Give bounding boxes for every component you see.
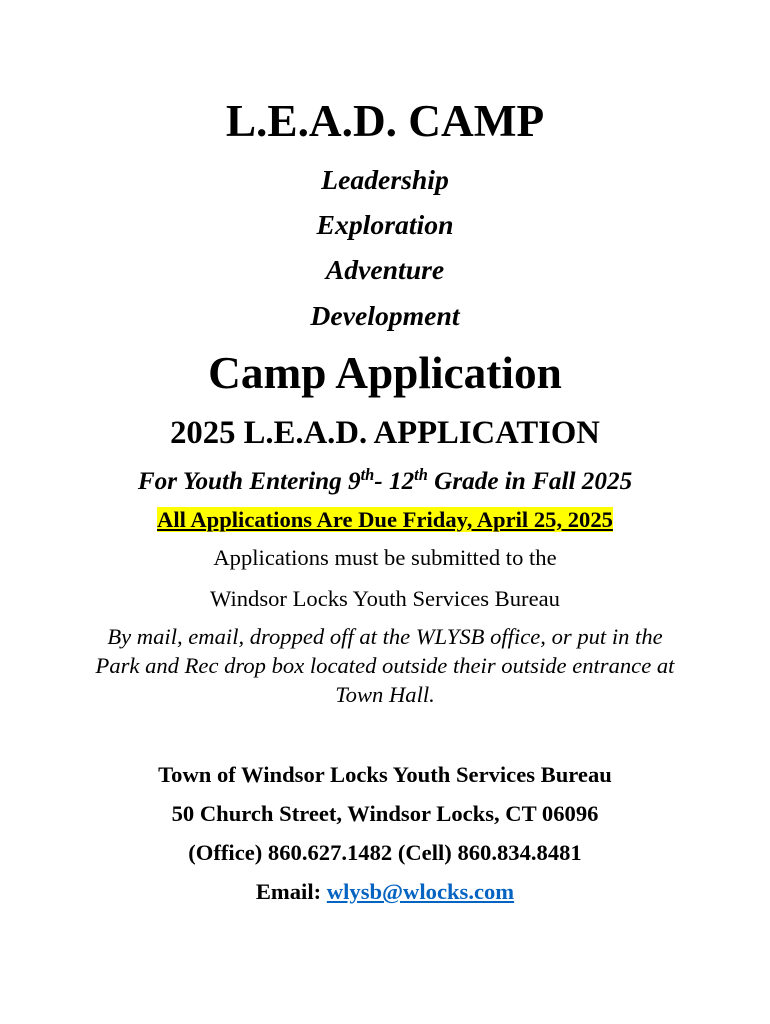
- submission-recipient: Windsor Locks Youth Services Bureau: [210, 586, 560, 611]
- application-heading: Camp Application: [208, 348, 562, 398]
- eligibility-line: [0, 465, 770, 495]
- delivery-note-line: By mail, email, dropped off at the WLYSB office, or put in the: [107, 624, 663, 649]
- contact-address: 50 Church Street, Windsor Locks, CT 06096: [171, 801, 599, 826]
- application-year-heading: 2025 L.E.A.D. APPLICATION: [170, 415, 600, 451]
- camp-title: L.E.A.D. CAMP: [225, 96, 545, 146]
- eligibility-text-start: For Youth Entering 9: [137, 468, 361, 495]
- acronym-word-adventure: Adventure: [325, 254, 445, 285]
- grade-ordinal-suffix: th: [414, 465, 428, 484]
- acronym-word-development: Development: [310, 300, 460, 331]
- contact-phones: (Office) 860.627.1482 (Cell) 860.834.8481: [188, 840, 582, 865]
- eligibility-text-end: Grade in Fall 2025: [427, 468, 633, 495]
- grade-ordinal-suffix: th: [360, 465, 375, 484]
- acronym-word-exploration: Exploration: [316, 209, 454, 240]
- deadline-notice: [0, 509, 770, 532]
- delivery-note-line: Park and Rec drop box located outside their outside entrance at: [95, 653, 675, 678]
- delivery-note-line: Town Hall.: [335, 682, 435, 707]
- acronym-word-leadership: Leadership: [321, 164, 449, 195]
- eligibility-text-middle: - 12: [374, 468, 415, 495]
- submission-instruction: Applications must be submitted to the: [213, 545, 557, 570]
- contact-organization: Town of Windsor Locks Youth Services Bureau: [158, 762, 612, 787]
- deadline-highlight-text: All Applications Are Due Friday, April 25, 2025: [157, 507, 613, 532]
- email-link[interactable]: wlysb@wlocks.com: [326, 879, 515, 904]
- contact-email-label: Email:: [255, 879, 322, 904]
- contact-email-line: [0, 881, 770, 904]
